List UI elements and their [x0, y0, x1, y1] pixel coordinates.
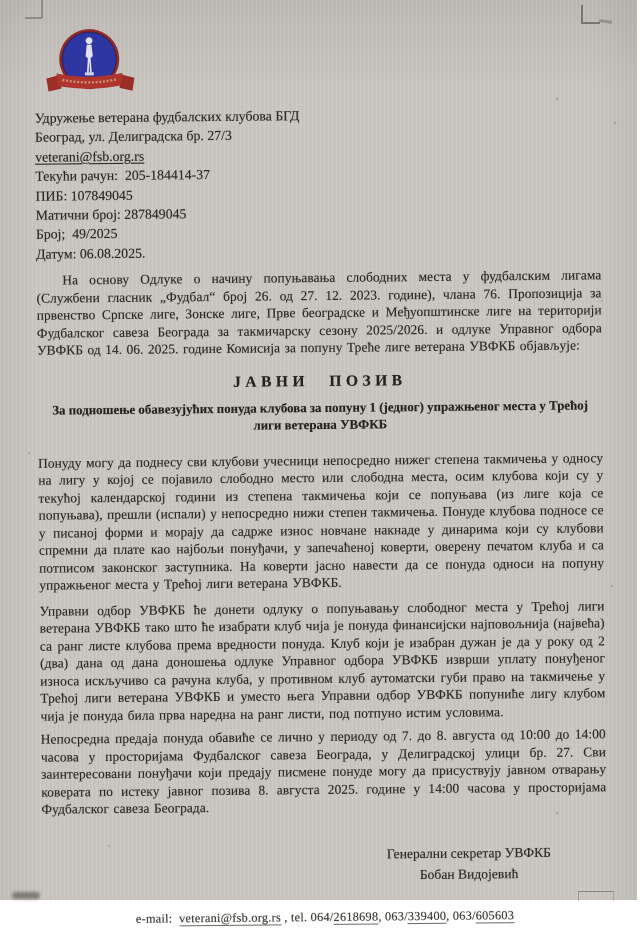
- org-address: Београд, ул. Делиградска бр. 27/3: [34, 128, 232, 146]
- footer-phone-1: 2618698: [333, 909, 379, 924]
- crop-mark-top-right-vertical: [581, 5, 583, 23]
- signature-name: Бобан Видојевић: [419, 865, 519, 882]
- org-name: Удружење ветерана фудбалских клубова БГД: [34, 108, 300, 126]
- registry-number-line: Матични број: 287849045: [35, 206, 187, 223]
- footer-phone-2: 339400: [407, 908, 447, 923]
- public-call-subtitle: За подношење обавезујућих понуда клубова за попуну 1 (једног) упражњеног места у Трећој лиги ветерана УВФКБ: [52, 398, 589, 433]
- body-paragraph-submission: Непосредна предаја понуда обавиће се лично у периоду од 7. до 8. августа од 10:00 до 14:00 часова у просторијама Фудбалског савеза Београда, у Делиградској улици бр. 27. Сви заинтересовани понуђачи који предају писмене понуде могу да присуствују јавном отварању коверата по истеку јавног позива 8. августа 2025. године у 14:00 часова у просторијама Фудбалског савеза Београда.: [40, 726, 607, 817]
- scan-noise-specks: [0, 0, 2, 2]
- footer-tel-label: , tel. 064/: [280, 909, 334, 925]
- footer-separator-1: , 063/: [378, 908, 408, 924]
- pib-line: ПИБ: 107849045: [35, 187, 133, 204]
- footer-email: veterani@fsb.org.rs: [179, 910, 282, 926]
- club-emblem-icon: [44, 28, 141, 97]
- scan-smudge-bottom-left: [12, 892, 40, 899]
- footer-separator-2: , 063/: [446, 908, 476, 923]
- club-logo: [44, 28, 141, 97]
- signature-role: Генерални секретар УВФКБ: [386, 844, 552, 862]
- crop-mark-top-left-horizontal: [25, 17, 42, 19]
- bank-account-line: Текући рачун: 205-184414-37: [35, 167, 211, 184]
- body-paragraph-decision: Управни одбор УВФКБ ће донети одлуку о попуњавању слободног места у Трећој лиги ветерана УВФКБ тако што ће изабрати клуб чија је понуда финансијски најповољнија (највећа) са ранг листе клубова према вредности понуда. Клуб који је изабран дужан је да у року од 2 (два) дана од дана доношења одлуке Управног одбора УВФКБ изврши уплату понуђеног износа искључиво са рачуна клуба, у противном клуб аутоматски губи право на такмичење у Трећој лиги ветерана УВФКБ и уместо њега Управни одбор УВФКБ попуниће лигу клубом чија је понуда била прва наредна на ранг листи, под потпуно истим условима.: [39, 598, 606, 724]
- intro-paragraph: На основу Одлуке о начину попуњавања слободних места у фудбалским лигама (Службени гласник „Фудбал“ број 26. од 27. 12. 2023. године), члана 76. Пропозиција за првенство Српске лиге, Зонске лиге, Прве београдске и Међуопштинске лиге на територији Фудбалског савеза Београда за такмичарску сезону 2025/2026. и одлуке Управног одбора УВФКБ од 14. 06. 2025. године Комисија за попуну Треће лиге ветерана УВФКБ објављује:: [36, 267, 602, 358]
- crop-mark-top-left-vertical: [41, 0, 43, 18]
- footer-contact-line: [42, 907, 607, 927]
- body-paragraph-offers: Понуду могу да поднесу сви клубови учесници непосредно нижег степена такмичења у односу на лигу у којој се појавило слободно место или слободна места, осим клубова који су у текућој календарској години из степена такмичења који се попуњава (из лиге која се попуњава), прешли (испали) у непосредно нижи степен такмичења. Понуде клубова подносе се у писаној форми и морају да садрже износ новчане накнаде у динарима који су клубови спремни да плате као најбољи понуђачи, у запечаћеној коверти, оверену печатом клуба и са потписом законског заступника. На коверти јасно навести да се понуда односи на попуну упражњеног места у Трећој лиги ветерана УВФКБ.: [38, 450, 605, 593]
- org-email: veterani@fsb.org.rs: [35, 148, 145, 165]
- footer-email-label: e-mail:: [135, 911, 180, 926]
- footer-phone-3: 605603: [475, 907, 515, 923]
- crop-mark-bottom-right: [578, 891, 614, 901]
- crop-mark-top-right-horizontal: [581, 22, 600, 24]
- public-call-title: ЈАВНИ ПОЗИВ: [233, 371, 407, 391]
- letterhead: [35, 103, 601, 264]
- document-date-line: Датум: 06.08.2025.: [36, 245, 146, 262]
- document-number-line: Број; 49/2025: [35, 226, 118, 243]
- signature-block: [353, 841, 585, 885]
